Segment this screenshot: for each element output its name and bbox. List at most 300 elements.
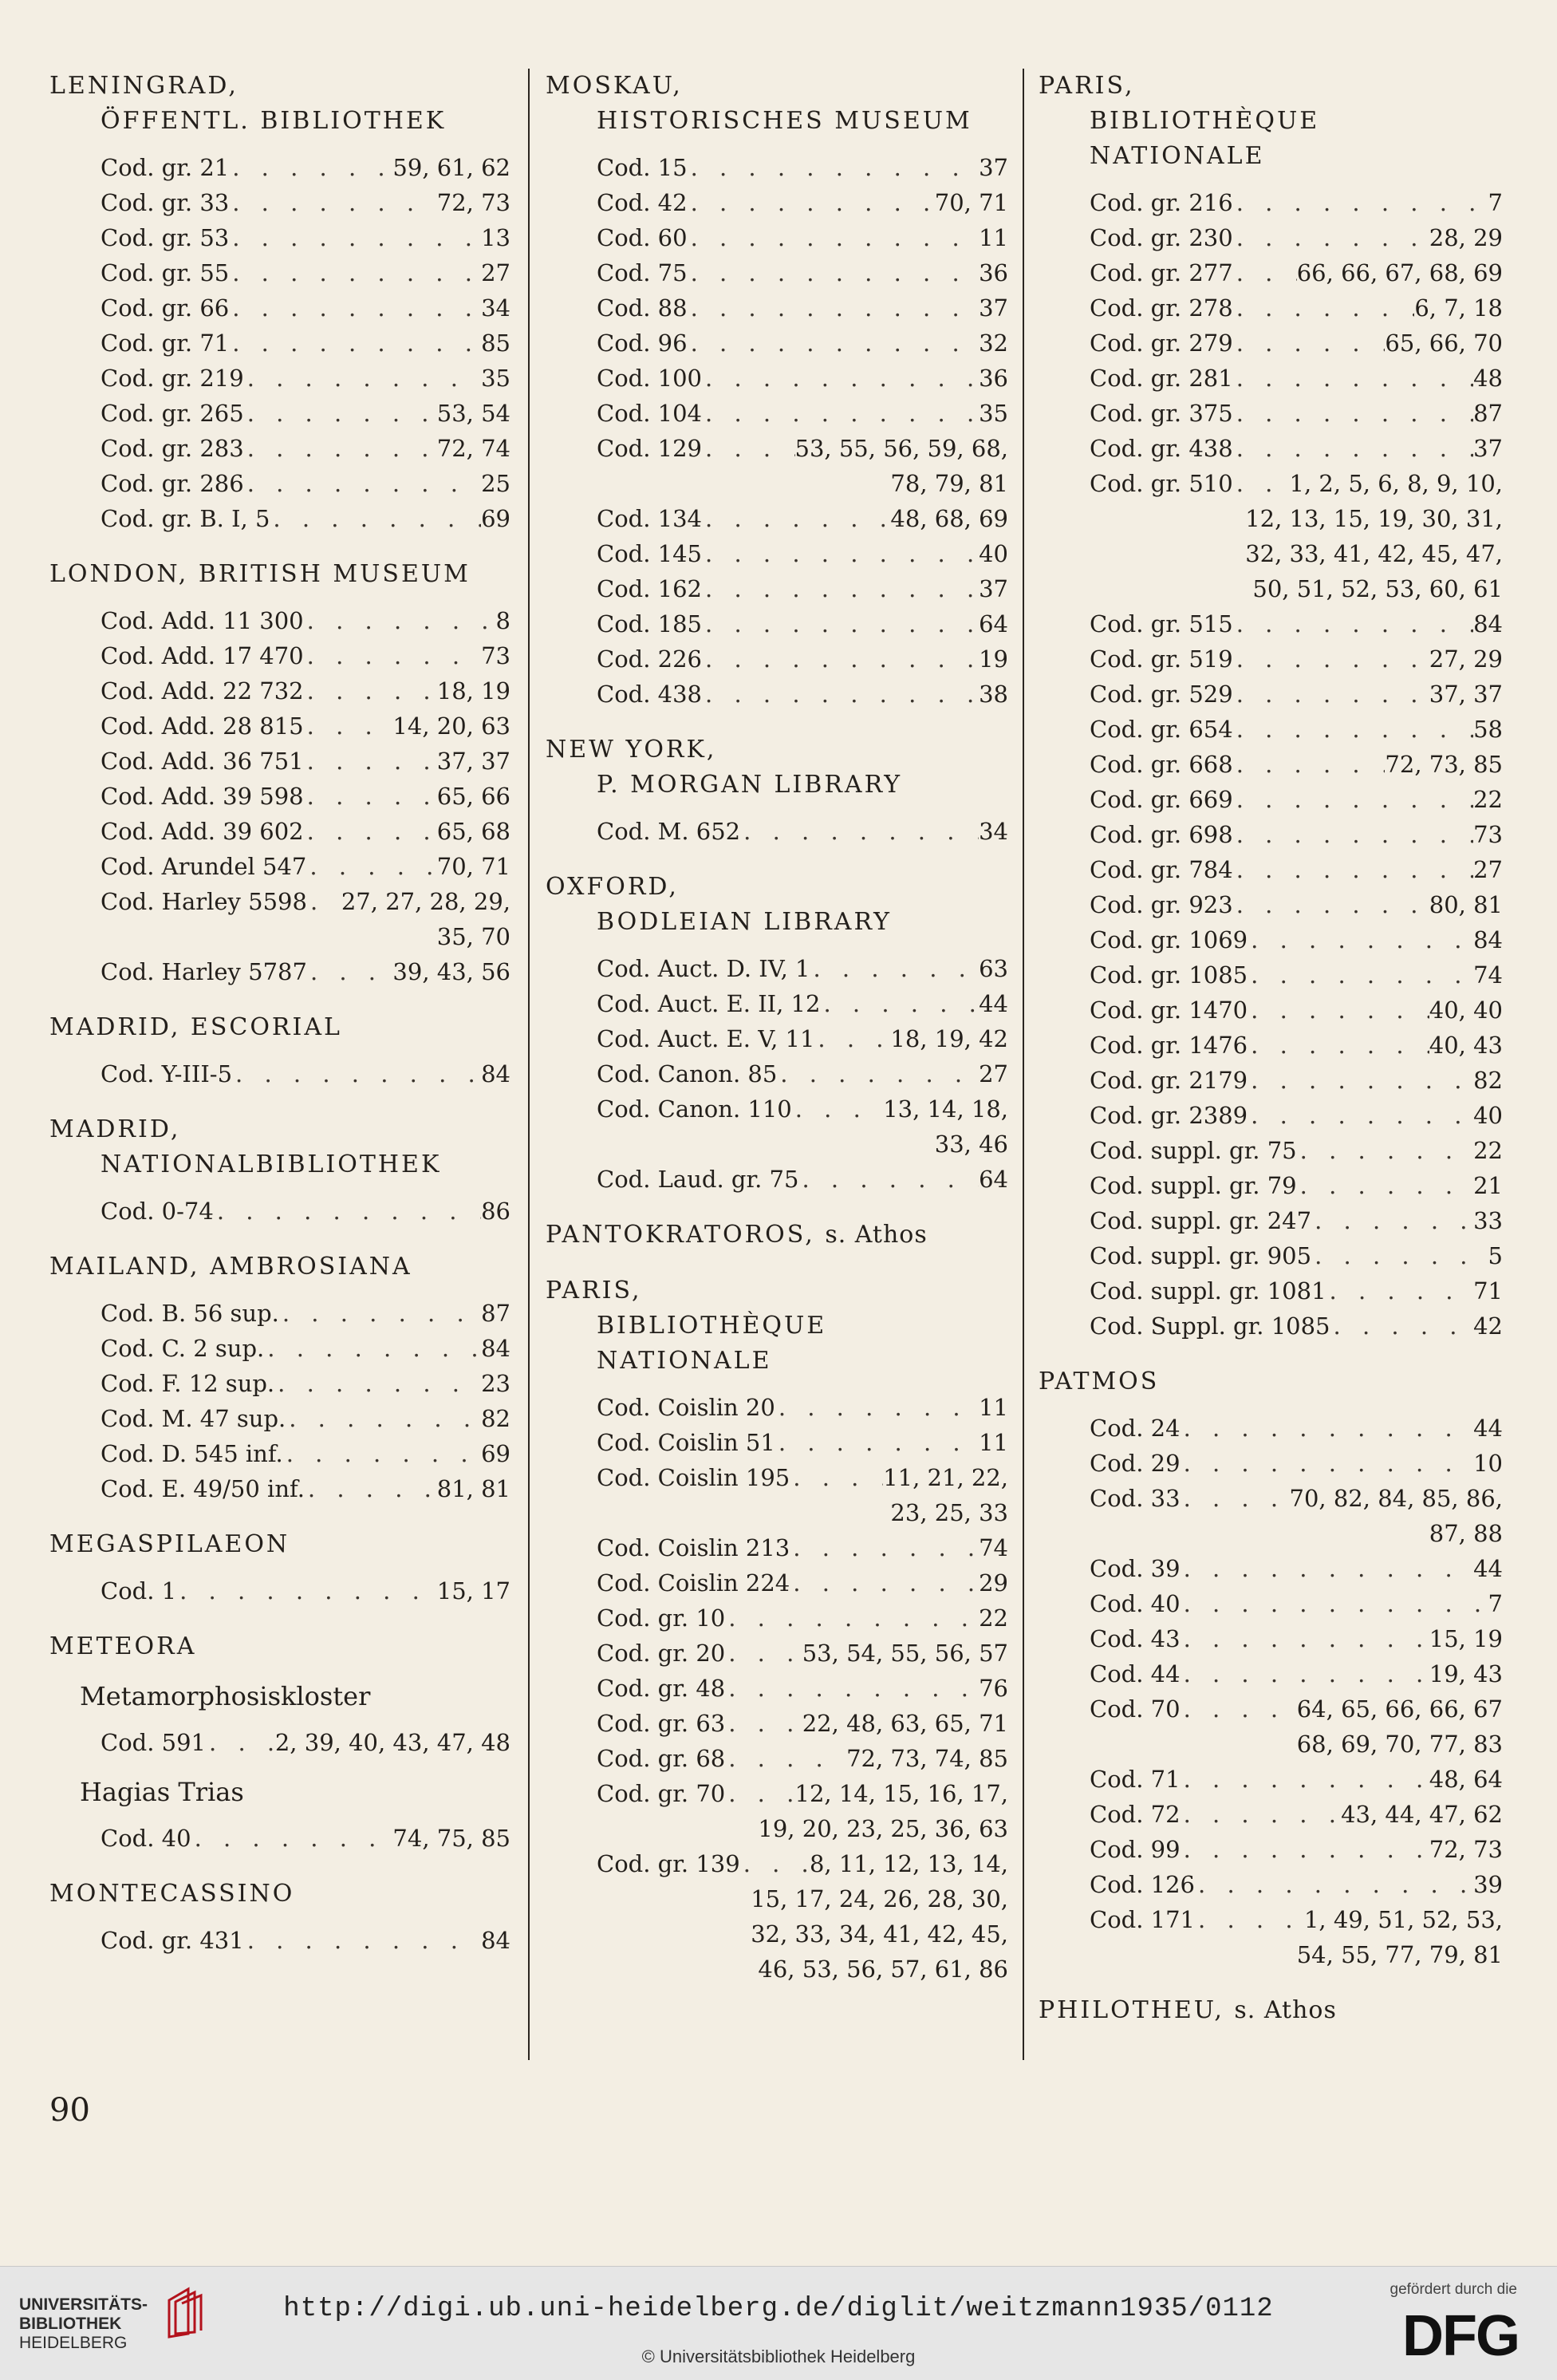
page-refs: 64 bbox=[979, 610, 1008, 637]
page-refs: 1, 49, 51, 52, 53, bbox=[1303, 1906, 1503, 1933]
codex-label: Cod. gr. 1470 bbox=[1090, 997, 1248, 1024]
page-refs: 74, 75, 85 bbox=[392, 1825, 510, 1852]
dot-leader bbox=[264, 1331, 481, 1366]
index-entry bbox=[1039, 922, 1503, 957]
section-subheading: NATIONALBIBLIOTHEK bbox=[101, 1151, 442, 1178]
dot-leader bbox=[1181, 1762, 1429, 1797]
index-entry bbox=[49, 501, 510, 536]
index-section bbox=[49, 1629, 510, 1856]
page-refs: 66, 66, 67, 68, 69 bbox=[1296, 259, 1503, 286]
index-entry bbox=[1039, 255, 1503, 290]
permalink-url[interactable]: http://digi.ub.uni-heidelberg.de/diglit/weitzmann1935/0112 bbox=[283, 2294, 1274, 2324]
codex-label: Cod. gr. 71 bbox=[101, 330, 230, 357]
codex-label: Cod. 33 bbox=[1090, 1485, 1181, 1512]
entry-list bbox=[1039, 1411, 1503, 1972]
page-refs: 42 bbox=[1473, 1312, 1503, 1340]
index-entry bbox=[1039, 677, 1503, 712]
section-subheading: BIBLIOTHÈQUE NATIONALE bbox=[597, 1312, 827, 1375]
page-refs: 32 bbox=[979, 330, 1008, 357]
index-entry bbox=[1039, 1063, 1503, 1098]
page-refs: 11 bbox=[979, 1429, 1008, 1456]
index-entry bbox=[49, 326, 510, 361]
dot-leader bbox=[1181, 1691, 1297, 1727]
codex-label: Cod. 1 bbox=[101, 1577, 177, 1604]
heading-text: MONTECASSINO bbox=[49, 1880, 295, 1908]
codex-label: Cod. 591 bbox=[101, 1729, 207, 1756]
page-refs: 13 bbox=[481, 224, 510, 251]
index-entry bbox=[1039, 1308, 1503, 1344]
index-entry bbox=[1039, 466, 1503, 501]
index-entry bbox=[49, 1401, 510, 1436]
dot-leader bbox=[725, 1776, 794, 1811]
index-entry bbox=[1039, 606, 1503, 641]
codex-label: Cod. 145 bbox=[597, 540, 703, 567]
codex-label: Cod. 126 bbox=[1090, 1871, 1196, 1898]
index-entry bbox=[546, 290, 1008, 326]
page-refs: 37 bbox=[1473, 435, 1503, 462]
codex-label: Cod. Add. 22 732 bbox=[101, 677, 304, 705]
page-refs: 11 bbox=[979, 1394, 1008, 1421]
dot-leader bbox=[176, 1573, 437, 1608]
dot-leader bbox=[702, 536, 979, 571]
page-refs: 37 bbox=[979, 575, 1008, 602]
entry-list bbox=[49, 1194, 510, 1229]
index-entry bbox=[1039, 1867, 1503, 1902]
page-refs: 72, 73, 85 bbox=[1385, 751, 1503, 778]
codex-label: Cod. suppl. gr. 75 bbox=[1090, 1137, 1297, 1164]
dot-leader bbox=[1233, 255, 1297, 290]
codex-label: Cod. gr. 230 bbox=[1090, 224, 1233, 251]
dot-leader bbox=[206, 1725, 275, 1760]
index-entry bbox=[546, 606, 1008, 641]
index-entry bbox=[1039, 852, 1503, 887]
dot-leader bbox=[1233, 361, 1473, 396]
entry-list bbox=[49, 1573, 510, 1608]
codex-label: Cod. Auct. E. V, 11 bbox=[597, 1025, 815, 1052]
index-entry bbox=[546, 1390, 1008, 1425]
codex-label: Cod. gr. 216 bbox=[1090, 189, 1233, 216]
page-refs: 19 bbox=[979, 645, 1008, 673]
entry-list bbox=[49, 150, 510, 536]
page-refs: 11 bbox=[979, 224, 1008, 251]
codex-label: Cod. gr. 698 bbox=[1090, 821, 1233, 848]
page-refs: 21 bbox=[1473, 1172, 1503, 1199]
codex-label: Cod. Harley 5598 bbox=[101, 888, 307, 915]
dot-leader bbox=[191, 1821, 393, 1856]
section-heading bbox=[49, 69, 510, 104]
page-refs: 48, 64 bbox=[1429, 1766, 1503, 1793]
codex-label: Cod. gr. 55 bbox=[101, 259, 230, 286]
page-refs-continued: 68, 69, 70, 77, 83 bbox=[1296, 1731, 1503, 1758]
dot-leader bbox=[775, 1390, 979, 1425]
codex-label: Cod. 43 bbox=[1090, 1625, 1181, 1652]
codex-label: Cod. 134 bbox=[597, 505, 703, 532]
page-refs: 40, 40 bbox=[1429, 997, 1503, 1024]
index-entry bbox=[546, 1021, 1008, 1056]
dot-leader bbox=[283, 1436, 481, 1471]
codex-label: Cod. Suppl. gr. 1085 bbox=[1090, 1312, 1330, 1340]
page-number: 90 bbox=[49, 2092, 90, 2129]
dot-leader bbox=[307, 884, 341, 919]
page-refs: 37 bbox=[979, 294, 1008, 322]
library-name-line: UNIVERSITÄTS- bbox=[19, 2295, 148, 2314]
dot-leader bbox=[702, 571, 979, 606]
codex-label: Cod. gr. 2179 bbox=[1090, 1067, 1248, 1094]
page-refs: 15, 19 bbox=[1429, 1625, 1503, 1652]
section-heading bbox=[1039, 1364, 1503, 1399]
page-refs: 65, 68 bbox=[436, 818, 510, 845]
page-refs: 48 bbox=[1473, 365, 1503, 392]
page-refs: 48, 68, 69 bbox=[890, 505, 1008, 532]
heading-text: PHILOTHEU, bbox=[1039, 1996, 1224, 2024]
dot-leader bbox=[1181, 1656, 1429, 1691]
dot-leader bbox=[1233, 852, 1473, 887]
section-heading bbox=[49, 1527, 510, 1562]
column-divider bbox=[1023, 69, 1024, 2060]
page-refs: 70, 71 bbox=[436, 853, 510, 880]
dot-leader bbox=[1248, 993, 1429, 1028]
dot-leader bbox=[1181, 1446, 1474, 1481]
index-entry bbox=[1039, 817, 1503, 852]
index-entry bbox=[1039, 1446, 1503, 1481]
page-refs: 69 bbox=[481, 505, 510, 532]
index-entry bbox=[1039, 712, 1503, 747]
codex-label: Cod. gr. 281 bbox=[1090, 365, 1233, 392]
index-entry bbox=[49, 708, 510, 744]
dot-leader bbox=[229, 185, 437, 220]
dot-leader bbox=[304, 708, 393, 744]
page-refs: 18, 19 bbox=[436, 677, 510, 705]
index-entry bbox=[49, 150, 510, 185]
section-heading bbox=[49, 557, 510, 592]
index-entry bbox=[546, 396, 1008, 431]
heading-text: NEW YORK, bbox=[546, 736, 717, 764]
dot-leader bbox=[1233, 431, 1473, 466]
dfg-logo: DFG bbox=[1402, 2304, 1519, 2368]
page-refs: 65, 66, 70 bbox=[1385, 330, 1503, 357]
index-entry bbox=[546, 814, 1008, 849]
dot-leader bbox=[1233, 747, 1386, 782]
page-refs: 1, 2, 5, 6, 8, 9, 10, bbox=[1289, 470, 1503, 497]
dot-leader bbox=[775, 1425, 979, 1460]
page-refs: 39 bbox=[1473, 1871, 1503, 1898]
page-refs: 43, 44, 47, 62 bbox=[1341, 1801, 1503, 1828]
dot-leader bbox=[304, 779, 437, 814]
page-refs-continued: 32, 33, 34, 41, 42, 45, bbox=[751, 1920, 1008, 1948]
codex-label: Cod. gr. 438 bbox=[1090, 435, 1233, 462]
codex-label: Cod. 185 bbox=[597, 610, 703, 637]
page-refs: 64, 65, 66, 66, 67 bbox=[1296, 1695, 1503, 1723]
entry-list bbox=[49, 1821, 510, 1856]
index-entry bbox=[546, 951, 1008, 986]
dot-leader bbox=[244, 396, 437, 431]
dot-leader bbox=[790, 1460, 883, 1495]
page-refs: 80, 81 bbox=[1429, 891, 1503, 918]
codex-label: Cod. Coislin 51 bbox=[597, 1429, 775, 1456]
codex-label: Cod. gr. 33 bbox=[101, 189, 230, 216]
page-refs: 74 bbox=[1473, 961, 1503, 989]
codex-label: Cod. gr. 784 bbox=[1090, 856, 1233, 883]
index-entry bbox=[1039, 1481, 1503, 1516]
index-entry bbox=[49, 255, 510, 290]
codex-label: Cod. gr. 265 bbox=[101, 400, 244, 427]
dot-leader bbox=[1233, 887, 1429, 922]
dot-leader bbox=[1181, 1481, 1290, 1516]
codex-label: Cod. Add. 39 598 bbox=[101, 783, 304, 810]
heading-text: MEGASPILAEON bbox=[49, 1530, 290, 1558]
section-heading bbox=[49, 1877, 510, 1912]
index-entry bbox=[49, 884, 510, 919]
dot-leader bbox=[1233, 220, 1429, 255]
index-entry bbox=[1039, 431, 1503, 466]
dot-leader bbox=[304, 603, 496, 638]
codex-label: Cod. gr. 923 bbox=[1090, 891, 1233, 918]
page-refs: 15, 17 bbox=[436, 1577, 510, 1604]
dot-leader bbox=[232, 1056, 481, 1091]
dot-leader bbox=[790, 1565, 979, 1600]
index-entry bbox=[49, 185, 510, 220]
page-refs: 27 bbox=[979, 1060, 1008, 1087]
page-refs: 27, 27, 28, 29, bbox=[341, 888, 510, 915]
codex-label: Cod. Add. 17 470 bbox=[101, 642, 304, 669]
subgroup-heading: Hagias Trias bbox=[80, 1777, 244, 1807]
codex-label: Cod. Coislin 195 bbox=[597, 1464, 790, 1491]
dot-leader bbox=[1233, 326, 1386, 361]
dot-leader bbox=[702, 677, 979, 712]
copyright-notice: © Universitätsbibliothek Heidelberg bbox=[641, 2346, 916, 2366]
index-entry bbox=[1039, 220, 1503, 255]
section-heading bbox=[546, 69, 1008, 104]
page-refs: 58 bbox=[1473, 716, 1503, 743]
dot-leader bbox=[1181, 1551, 1474, 1586]
page-refs: 86 bbox=[481, 1198, 510, 1225]
page-refs: 40 bbox=[1473, 1102, 1503, 1129]
page-refs: 19, 43 bbox=[1429, 1660, 1503, 1687]
page-refs: 10 bbox=[1473, 1450, 1503, 1477]
codex-label: Cod. 88 bbox=[597, 294, 688, 322]
index-entry bbox=[546, 501, 1008, 536]
section-heading bbox=[1039, 69, 1503, 104]
index-entry bbox=[1039, 396, 1503, 431]
index-entry bbox=[49, 1821, 510, 1856]
dot-leader bbox=[1233, 396, 1473, 431]
dot-leader bbox=[274, 1366, 481, 1401]
dot-leader bbox=[702, 641, 979, 677]
cross-reference: s. Athos bbox=[825, 1221, 928, 1249]
dot-leader bbox=[1195, 1867, 1473, 1902]
codex-label: Cod. Auct. D. IV, 1 bbox=[597, 955, 810, 982]
index-entry bbox=[1039, 1273, 1503, 1308]
page-refs: 82 bbox=[1473, 1067, 1503, 1094]
codex-label: Cod. Add. 39 602 bbox=[101, 818, 304, 845]
dot-leader bbox=[702, 501, 890, 536]
index-entry bbox=[49, 779, 510, 814]
index-entry bbox=[546, 1425, 1008, 1460]
page-refs: 59, 61, 62 bbox=[392, 154, 510, 181]
index-entry bbox=[1039, 1028, 1503, 1063]
codex-label: Cod. 29 bbox=[1090, 1450, 1181, 1477]
index-entry bbox=[546, 1056, 1008, 1091]
index-entry bbox=[1039, 1902, 1503, 1937]
codex-label: Cod. suppl. gr. 79 bbox=[1090, 1172, 1297, 1199]
codex-label: Cod. Y-III-5 bbox=[101, 1060, 233, 1087]
page-refs: 12, 14, 15, 16, 17, bbox=[794, 1780, 1008, 1807]
index-entry bbox=[546, 677, 1008, 712]
codex-label: Cod. 104 bbox=[597, 400, 703, 427]
codex-label: Cod. Canon. 110 bbox=[597, 1095, 792, 1123]
codex-label: Cod. gr. 1069 bbox=[1090, 926, 1248, 953]
index-entry bbox=[1039, 1621, 1503, 1656]
codex-label: Cod. Add. 11 300 bbox=[101, 607, 304, 634]
page-refs-continued: 35, 70 bbox=[436, 923, 510, 950]
index-entry bbox=[49, 673, 510, 708]
index-column-2 bbox=[546, 69, 1008, 2007]
codex-label: Cod. 71 bbox=[1090, 1766, 1181, 1793]
codex-label: Cod. Harley 5787 bbox=[101, 958, 307, 985]
heading-text: MAILAND, AMBROSIANA bbox=[49, 1253, 412, 1281]
codex-label: Cod. gr. 1085 bbox=[1090, 961, 1248, 989]
codex-label: Cod. Add. 36 751 bbox=[101, 748, 304, 775]
dot-leader bbox=[702, 606, 979, 641]
codex-label: Cod. Laud. gr. 75 bbox=[597, 1166, 799, 1193]
codex-label: Cod. 60 bbox=[597, 224, 688, 251]
page-refs-continued: 33, 46 bbox=[934, 1131, 1008, 1158]
entry-list bbox=[546, 1390, 1008, 1987]
index-section bbox=[49, 1112, 510, 1229]
index-entry bbox=[49, 361, 510, 396]
codex-label: Cod. gr. 70 bbox=[597, 1780, 726, 1807]
dot-leader bbox=[1195, 1902, 1304, 1937]
codex-label: Cod. 40 bbox=[1090, 1590, 1181, 1617]
codex-label: Cod. D. 545 inf. bbox=[101, 1440, 283, 1467]
entry-list bbox=[546, 814, 1008, 849]
page-refs: 28, 29 bbox=[1429, 224, 1503, 251]
page-refs: 11, 21, 22, bbox=[883, 1464, 1008, 1491]
codex-label: Cod. 40 bbox=[101, 1825, 191, 1852]
dot-leader bbox=[1233, 185, 1488, 220]
section-heading bbox=[49, 1629, 510, 1664]
page-refs: 35 bbox=[481, 365, 510, 392]
codex-label: Cod. Coislin 213 bbox=[597, 1534, 790, 1561]
page-refs: 72, 73 bbox=[436, 189, 510, 216]
dot-leader bbox=[702, 396, 979, 431]
dot-leader bbox=[244, 1923, 481, 1958]
index-entry bbox=[49, 603, 510, 638]
codex-label: Cod. gr. 1476 bbox=[1090, 1032, 1248, 1059]
index-column-1 bbox=[49, 69, 510, 1979]
dot-leader bbox=[740, 814, 979, 849]
page-refs: 72, 73 bbox=[1429, 1836, 1503, 1863]
dot-leader bbox=[244, 466, 481, 501]
page-refs: 35 bbox=[979, 400, 1008, 427]
index-entry bbox=[546, 1530, 1008, 1565]
codex-label: Cod. C. 2 sup. bbox=[101, 1335, 265, 1362]
index-entry bbox=[49, 1331, 510, 1366]
page-refs-continued: 54, 55, 77, 79, 81 bbox=[1296, 1941, 1503, 1968]
entry-list bbox=[49, 1296, 510, 1506]
dot-leader bbox=[1297, 1168, 1473, 1203]
entry-list bbox=[49, 1056, 510, 1091]
index-section bbox=[49, 557, 510, 989]
dot-leader bbox=[725, 1636, 802, 1671]
codex-label: Cod. gr. 20 bbox=[597, 1640, 726, 1667]
page-refs: 82 bbox=[481, 1405, 510, 1432]
codex-label: Cod. Arundel 547 bbox=[101, 853, 307, 880]
page-refs: 40, 43 bbox=[1429, 1032, 1503, 1059]
index-entry bbox=[546, 326, 1008, 361]
page-refs: 72, 74 bbox=[436, 435, 510, 462]
index-entry bbox=[546, 220, 1008, 255]
codex-label: Cod. 42 bbox=[597, 189, 688, 216]
index-entry bbox=[49, 1056, 510, 1091]
index-entry bbox=[1039, 1411, 1503, 1446]
codex-label: Cod. 96 bbox=[597, 330, 688, 357]
dot-leader bbox=[1248, 957, 1473, 993]
heading-text: MOSKAU, bbox=[546, 72, 683, 100]
index-entry bbox=[546, 185, 1008, 220]
index-section bbox=[1039, 1364, 1503, 1972]
dot-leader bbox=[688, 255, 980, 290]
index-entry bbox=[546, 150, 1008, 185]
page-refs: 6, 7, 18 bbox=[1414, 294, 1503, 322]
dot-leader bbox=[814, 1021, 890, 1056]
index-entry bbox=[1039, 1762, 1503, 1797]
codex-label: Cod. gr. 286 bbox=[101, 470, 244, 497]
page-refs: 85 bbox=[481, 330, 510, 357]
codex-label: Cod. Coislin 20 bbox=[597, 1394, 775, 1421]
codex-label: Cod. gr. 63 bbox=[597, 1710, 726, 1737]
page-refs: 2, 39, 40, 43, 47, 48 bbox=[274, 1729, 510, 1756]
heading-text: LENINGRAD, bbox=[49, 72, 238, 100]
index-entry bbox=[49, 1923, 510, 1958]
page-refs: 36 bbox=[979, 365, 1008, 392]
index-entry bbox=[49, 849, 510, 884]
dot-leader bbox=[1181, 1832, 1429, 1867]
dot-leader bbox=[304, 744, 437, 779]
section-subheading: HISTORISCHES MUSEUM bbox=[597, 107, 972, 135]
codex-label: Cod. B. 56 sup. bbox=[101, 1300, 279, 1327]
index-section bbox=[49, 1527, 510, 1608]
codex-label: Cod. gr. 515 bbox=[1090, 610, 1233, 637]
codex-label: Cod. gr. 2389 bbox=[1090, 1102, 1248, 1129]
index-entry bbox=[1039, 1551, 1503, 1586]
entry-list bbox=[49, 603, 510, 989]
dot-leader bbox=[286, 1401, 481, 1436]
index-entry bbox=[1039, 747, 1503, 782]
codex-label: Cod. gr. B. I, 5 bbox=[101, 505, 270, 532]
page-refs: 22, 48, 63, 65, 71 bbox=[802, 1710, 1008, 1737]
index-entry bbox=[546, 255, 1008, 290]
codex-label: Cod. Coislin 224 bbox=[597, 1569, 790, 1597]
dot-leader bbox=[725, 1600, 979, 1636]
index-entry bbox=[1039, 782, 1503, 817]
index-entry bbox=[49, 638, 510, 673]
page-refs: 64 bbox=[979, 1166, 1008, 1193]
codex-label: Cod. 0-74 bbox=[101, 1198, 214, 1225]
section-subheading: P. MORGAN LIBRARY bbox=[597, 771, 903, 799]
index-entry bbox=[546, 1460, 1008, 1495]
index-entry bbox=[546, 536, 1008, 571]
index-section bbox=[49, 1010, 510, 1091]
dot-leader bbox=[725, 1671, 979, 1706]
page-refs: 44 bbox=[979, 990, 1008, 1017]
page-refs: 27 bbox=[481, 259, 510, 286]
page-refs: 34 bbox=[979, 818, 1008, 845]
section-heading bbox=[546, 870, 1008, 905]
page-refs: 38 bbox=[979, 681, 1008, 708]
dot-leader bbox=[820, 986, 979, 1021]
codex-label: Cod. 162 bbox=[597, 575, 703, 602]
